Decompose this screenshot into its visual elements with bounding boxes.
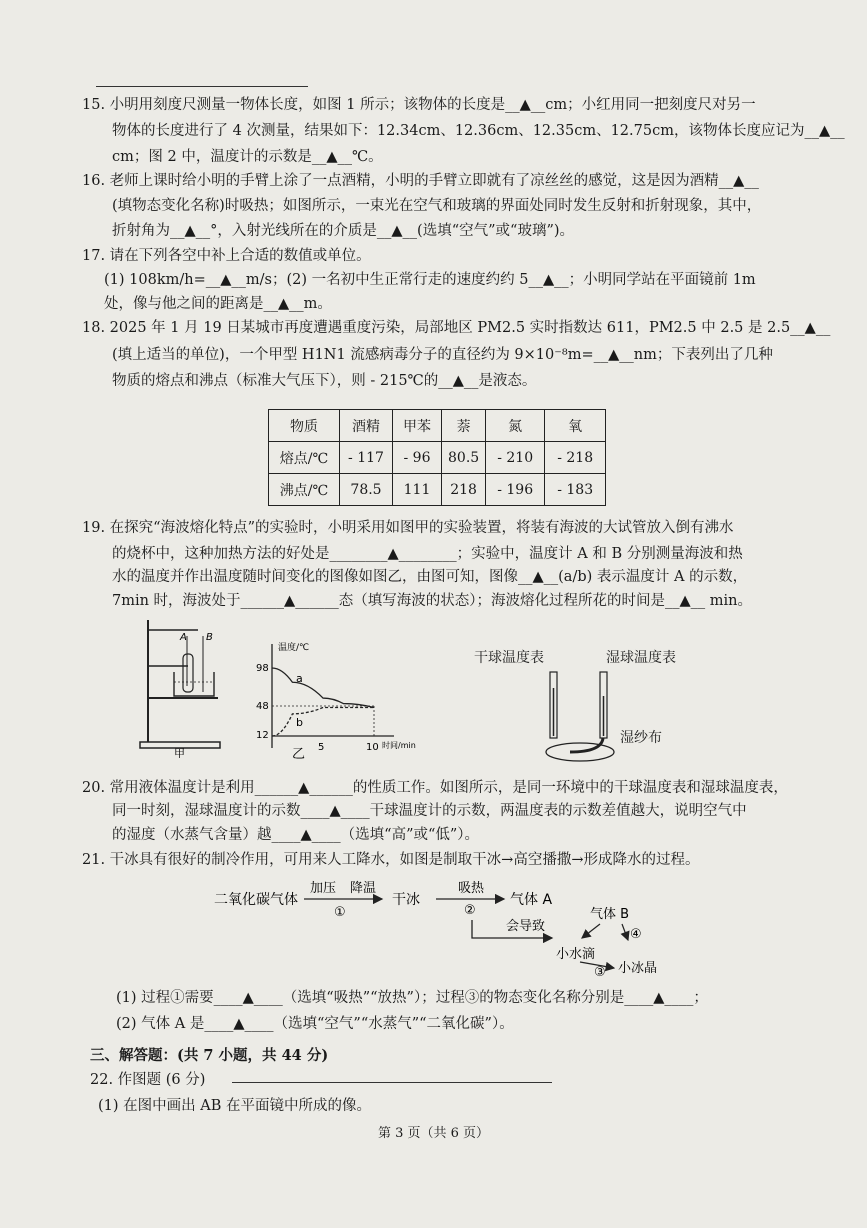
- q18-line3: 物质的熔点和沸点（标准大气压下），则 - 215℃的__▲__是液态。: [112, 373, 537, 389]
- table-cell: - 196: [486, 474, 545, 506]
- page-footer: 第 3 页（共 6 页）: [377, 1126, 490, 1141]
- table-cell: 沸点/℃: [269, 474, 340, 506]
- y-axis-label: 温度/℃: [278, 643, 310, 653]
- label-A: A: [180, 632, 187, 643]
- table-cell: 218: [442, 474, 486, 506]
- table-cell: 物质: [269, 410, 340, 442]
- table-cell: 酒精: [340, 410, 393, 442]
- wet-bulb-label: 湿球温度表: [606, 650, 676, 666]
- top-rule: [96, 86, 308, 87]
- q22-rule: [232, 1082, 552, 1083]
- table-cell: - 210: [486, 442, 545, 474]
- y-tick-98: 98: [256, 663, 269, 674]
- table-cell: 氮: [486, 410, 545, 442]
- table-cell: - 183: [545, 474, 606, 506]
- x-axis-label: 时间/min: [382, 741, 416, 750]
- q16-line2: (填物态变化名称)时吸热；如图所示，一束光在空气和玻璃的界面处同时发生反射和折射现象，其中，: [112, 198, 762, 214]
- apparatus-figure: [128, 616, 228, 758]
- gas-a-label: 气体 A: [510, 892, 553, 908]
- curve-a-label: a: [296, 672, 303, 685]
- y-tick-12: 12: [256, 730, 269, 741]
- q15-line2: 物体的长度进行了 4 次测量，结果如下：12.34cm、12.36cm、12.35cm、12.75cm，该物体长度应记为__▲__: [112, 123, 845, 139]
- co2-label: 二氧化碳气体: [214, 892, 298, 908]
- step2-label: ②: [464, 903, 476, 918]
- caption-jia: 甲: [174, 747, 185, 758]
- q19-line3: 水的温度并作出温度随时间变化的图像如图乙，由图可知，图像__▲__(a/b) 表示温度计 A 的示数，: [112, 569, 748, 585]
- table-row: [269, 474, 606, 506]
- q19-line4: 7min 时，海波处于______▲______态（填写海波的状态）；海波熔化过程所花的时间是__▲__ min。: [112, 593, 752, 609]
- q17-line2: (1) 108km/h=__▲__m/s；(2) 一名初中生正常行走的速度约约 5__▲__；小明同学站在平面镜前 1m: [104, 272, 756, 288]
- q15-line1: 15. 小明用刻度尺测量一物体长度，如图 1 所示；该物体的长度是__▲__cm；小红用同一把刻度尺对另一: [82, 97, 756, 113]
- table-cell: 80.5: [442, 442, 486, 474]
- step4-label: ④: [630, 927, 642, 942]
- series-line-b: [272, 708, 374, 736]
- table-cell: 熔点/℃: [269, 442, 340, 474]
- q22-part1: (1) 在图中画出 AB 在平面镜中所成的像。: [98, 1098, 371, 1114]
- step1-label: ①: [334, 905, 346, 920]
- q22-title: 22. 作图题 (6 分): [90, 1072, 206, 1088]
- dry-ice-label: 干冰: [392, 892, 420, 908]
- leads-label: 会导致: [506, 919, 546, 934]
- table-cell: 111: [393, 474, 442, 506]
- dry-bulb-label: 干球温度表: [474, 650, 544, 666]
- x-tick-10: 10: [366, 742, 379, 753]
- y-tick-48: 48: [256, 701, 269, 712]
- q21-sub2: (2) 气体 A 是____▲____（选填“空气”“水蒸气”“二氧化碳”）。: [116, 1016, 514, 1032]
- ice-crystal-label: 小冰晶: [618, 961, 658, 976]
- q15-line3: cm；图 2 中，温度计的示数是__▲__℃。: [112, 149, 383, 165]
- q19-line2: 的烧杯中，这种加热方法的好处是________▲________；实验中，温度计 A 和 B 分别测量海波和热: [112, 546, 743, 562]
- q16-line1: 16. 老师上课时给小明的手臂上涂了一点酒精，小明的手臂立即就有了凉丝丝的感觉，这是因为酒精__▲__: [82, 173, 759, 189]
- q17-line1: 17. 请在下列各空中补上合适的数值或单位。: [82, 248, 371, 264]
- table-row: [269, 442, 606, 474]
- q20-line1: 20. 常用液体温度计是利用______▲______的性质工作。如图所示，是同一环境中的干球温度表和湿球温度表，: [82, 780, 788, 796]
- table-cell: 氧: [545, 410, 606, 442]
- table-cell: 78.5: [340, 474, 393, 506]
- x-tick-5: 5: [318, 742, 325, 753]
- droplet-label: 小水滴: [556, 947, 596, 962]
- gas-b-label: 气体 B: [590, 907, 630, 922]
- absorb-label: 吸热: [458, 881, 485, 896]
- cool-label: 降温: [350, 881, 377, 896]
- caption-yi: 乙: [292, 747, 306, 762]
- q19-line1: 19. 在探究“海波熔化特点”的实验时，小明采用如图甲的实验装置，将装有海波的大试管放入倒有沸水: [82, 520, 734, 536]
- q18-line2: (填上适当的单位)，一个甲型 H1N1 流感病毒分子的直径约为 9×10⁻⁸m=__▲__nm；下表列出了几种: [112, 347, 773, 363]
- q16-line3: 折射角为__▲__°，入射光线所在的介质是__▲__(选填“空气”或“玻璃”)。: [112, 223, 575, 239]
- q17-line3: 处，像与他之间的距离是__▲__m。: [104, 296, 332, 312]
- press-label: 加压: [310, 881, 337, 896]
- q20-line2: 同一时刻，湿球温度计的示数____▲____干球温度计的示数，两温度表的示数差值越大，说明空气中: [112, 803, 747, 819]
- curve-b-label: b: [296, 716, 303, 729]
- series-line-a: [272, 668, 374, 708]
- table-cell: - 96: [393, 442, 442, 474]
- melting-boiling-table: [268, 409, 606, 506]
- table-cell: 萘: [442, 410, 486, 442]
- section-3-title: 三、解答题：(共 7 小题，共 44 分): [90, 1047, 329, 1064]
- q21-line1: 21. 干冰具有很好的制冷作用，可用来人工降水，如图是制取干冰→高空播撒→形成降水的过程。: [82, 852, 700, 868]
- table-cell: 甲苯: [393, 410, 442, 442]
- q18-line1: 18. 2025 年 1 月 19 日某城市再度遭遇重度污染，局部地区 PM2.5 实时指数达 611，PM2.5 中 2.5 是 2.5__▲__: [82, 320, 831, 336]
- table-cell: - 218: [545, 442, 606, 474]
- table-cell: - 117: [340, 442, 393, 474]
- label-B: B: [206, 632, 213, 643]
- temperature-time-chart: [244, 638, 439, 762]
- step3-label: ③: [594, 965, 606, 980]
- table-row: [269, 410, 606, 442]
- thermometer-figure: [540, 668, 640, 772]
- q20-line3: 的湿度（水蒸气含量）越____▲____（选填“高”或“低”）。: [112, 827, 480, 843]
- wet-cloth-label: 湿纱布: [620, 730, 662, 746]
- q21-sub1: (1) 过程①需要____▲____（选填“吸热”“放热”）；过程③的物态变化名称分别是____▲____；: [116, 990, 708, 1006]
- dry-ice-process-diagram: [210, 872, 690, 980]
